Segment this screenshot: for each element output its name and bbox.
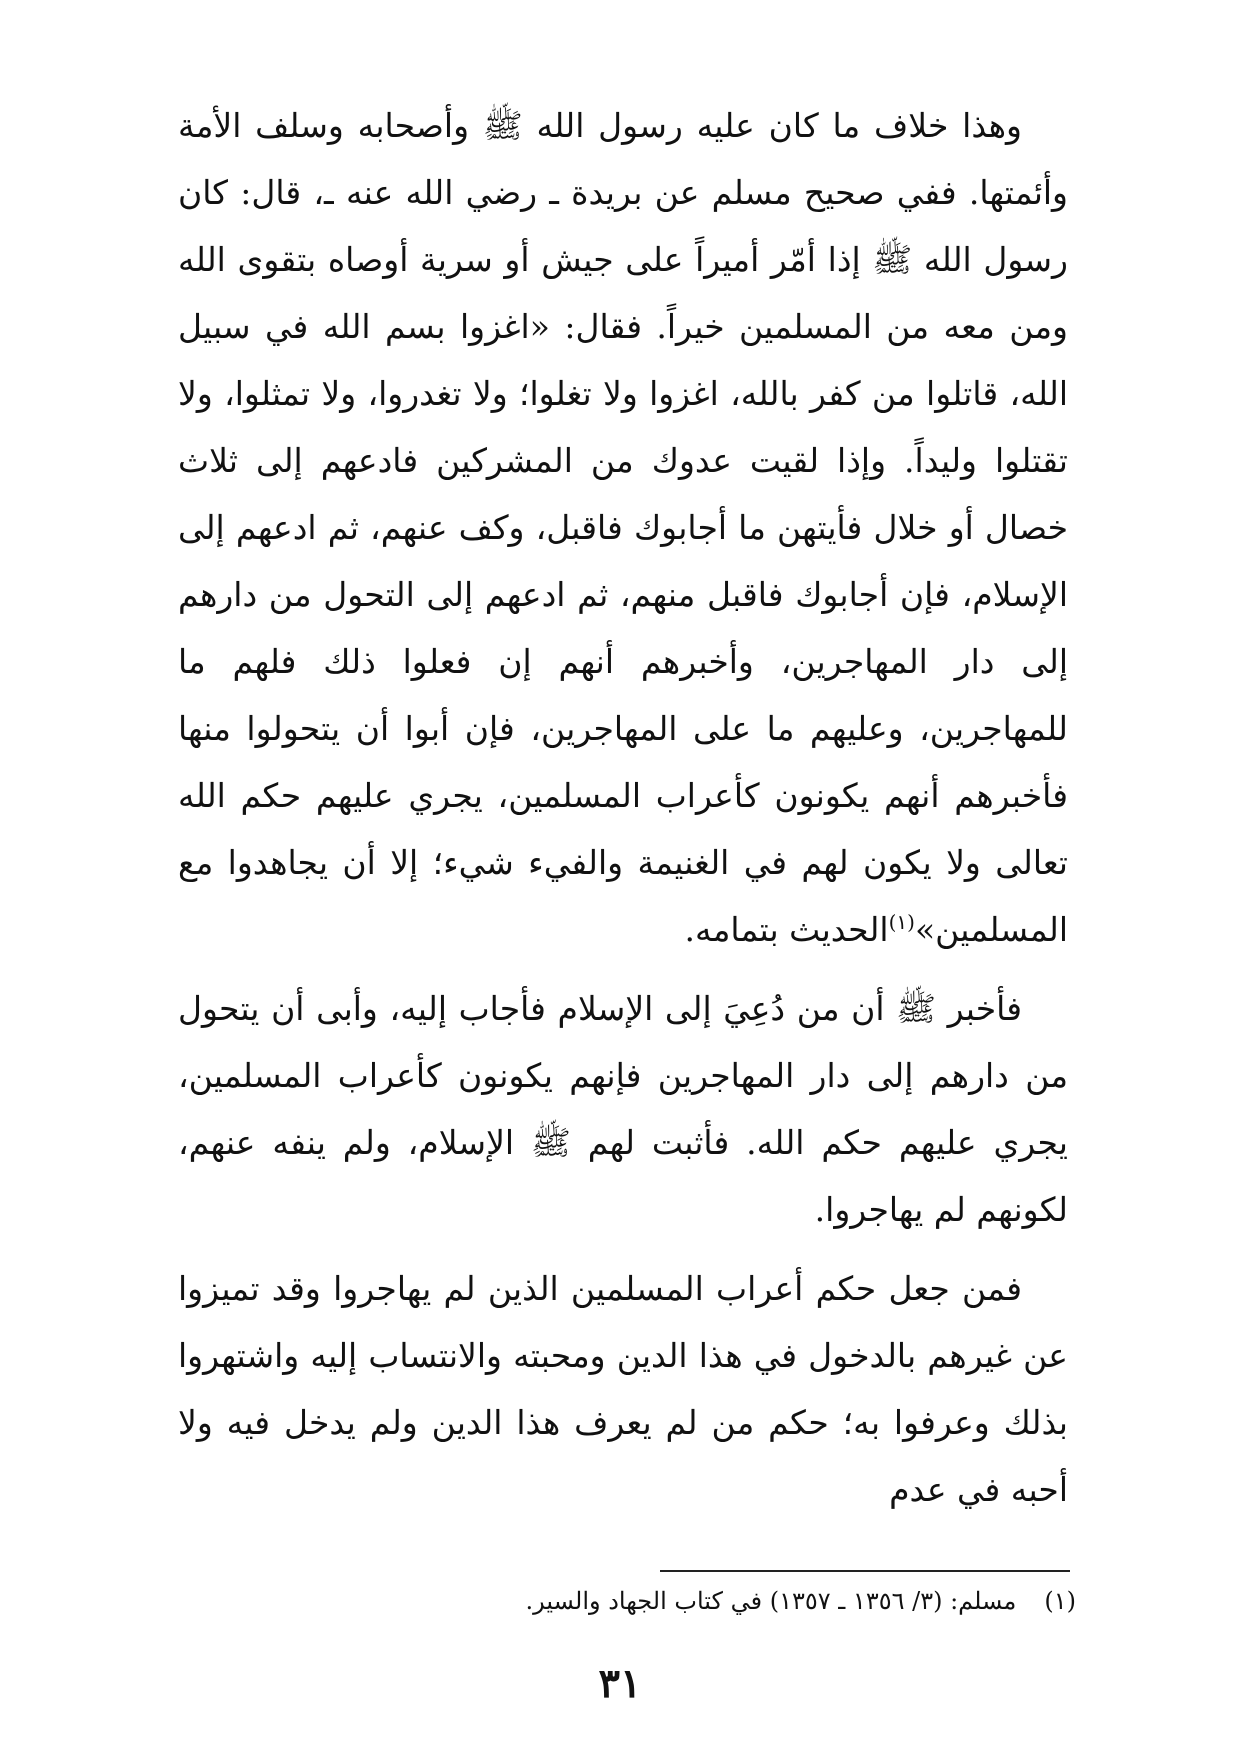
paragraph-1 xyxy=(178,92,1068,963)
footnote-number: (١) xyxy=(1044,1587,1076,1615)
footnote xyxy=(176,1584,1076,1618)
footnote-text: مسلم: (٣/ ١٣٥٦ ـ ١٣٥٧) في كتاب الجهاد والسير. xyxy=(525,1587,1017,1615)
footnote-marker: (١) xyxy=(888,910,915,934)
footnote-divider xyxy=(660,1570,1070,1572)
main-text xyxy=(178,92,1068,1535)
paragraph-1-tail: الحديث بتمامه. xyxy=(684,910,889,949)
paragraph-3: فمن جعل حكم أعراب المسلمين الذين لم يهاجروا وقد تميزوا عن غيرهم بالدخول في هذا الدين ومحبته والانتساب إليه واشتهروا بذلك وعرفوا به؛ حكم من لم يعرف هذا الدين ولم يدخل فيه ولا أحبه في عدم xyxy=(178,1269,1068,1509)
paragraph-2: فأخبر ﷺ أن من دُعِيَ إلى الإسلام فأجاب إليه، وأبى أن يتحول من دارهم إلى دار المهاجرين فإنهم يكونون كأعراب المسلمين، يجري عليهم حكم الله. فأثبت لهم ﷺ الإسلام، ولم ينفه عنهم، لكونهم لم يهاجروا. xyxy=(178,989,1068,1229)
page-number: ٣١ xyxy=(598,1660,642,1707)
paragraph-1-text: وهذا خلاف ما كان عليه رسول الله ﷺ وأصحابه وسلف الأمة وأئمتها. ففي صحيح مسلم عن بريدة ـ رضي الله عنه ـ، قال: كان رسول الله ﷺ إذا أمّر أميراً على جيش أو سرية أوصاه بتقوى الله ومن معه من المسلمين خيراً. فقال: «اغزوا بسم الله في سبيل الله، قاتلوا من كفر بالله، اغزوا ولا تغلوا؛ ولا تغدروا، ولا تمثلوا، ولا تقتلوا وليداً. وإذا لقيت عدوك من المشركين فادعهم إلى ثلاث خصال أو خلال فأيتهن ما أجابوك فاقبل، وكف عنهم، ثم ادعهم إلى الإسلام، فإن أجابوك فاقبل منهم، ثم ادعهم إلى التحول من دارهم إلى دار المهاجرين، وأخبرهم أنهم إن فعلوا ذلك فلهم ما للمهاجرين، وعليهم ما على المهاجرين، فإن أبوا أن يتحولوا منها فأخبرهم أنهم يكونون كأعراب المسلمين، يجري عليهم حكم الله تعالى ولا يكون لهم في الغنيمة والفيء شيء؛ إلا أن يجاهدوا مع المسلمين» xyxy=(178,106,1068,949)
